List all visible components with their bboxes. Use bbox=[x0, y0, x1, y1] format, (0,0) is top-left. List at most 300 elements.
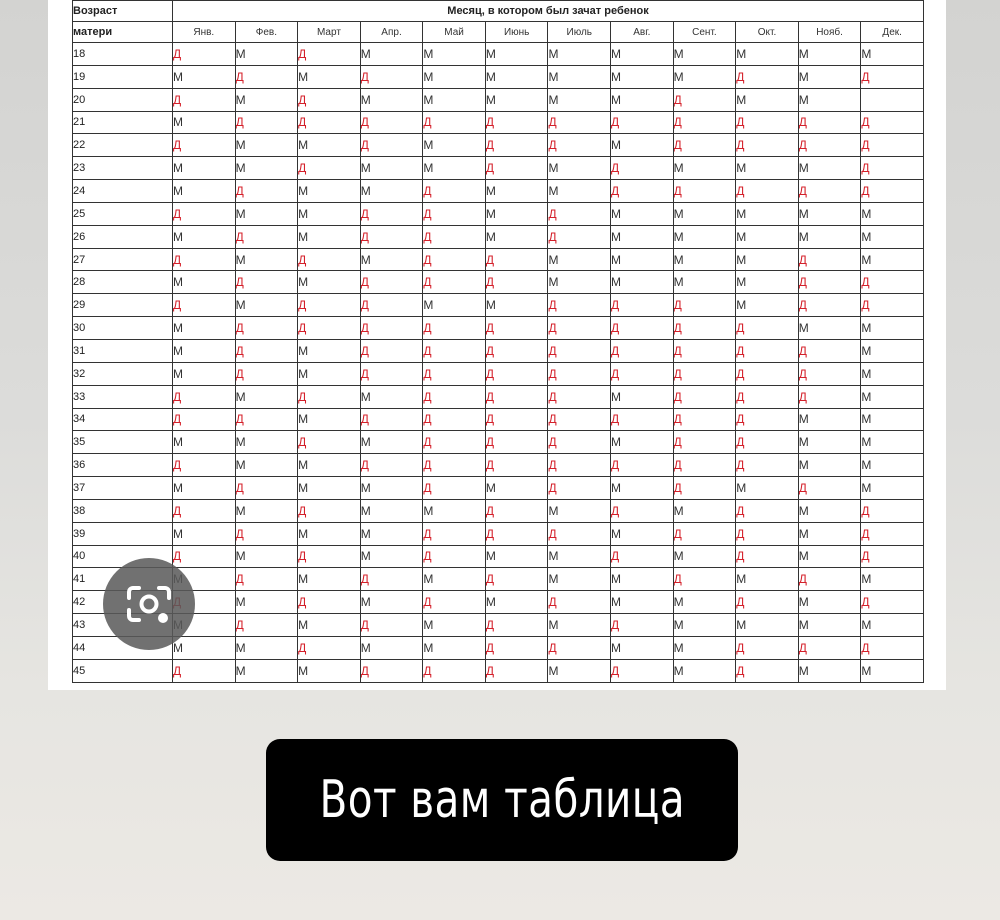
girl-cell: Д bbox=[485, 636, 548, 659]
table-header-row-1 bbox=[73, 1, 924, 22]
girl-cell: Д bbox=[485, 614, 548, 637]
girl-cell: Д bbox=[360, 317, 423, 340]
girl-cell: Д bbox=[548, 636, 611, 659]
boy-cell: М bbox=[736, 271, 799, 294]
girl-cell: Д bbox=[485, 362, 548, 385]
boy-cell: М bbox=[235, 202, 298, 225]
boy-cell: М bbox=[485, 545, 548, 568]
boy-cell: М bbox=[736, 614, 799, 637]
girl-cell: Д bbox=[861, 545, 924, 568]
girl-cell: Д bbox=[423, 659, 486, 682]
girl-cell: Д bbox=[360, 202, 423, 225]
girl-cell: Д bbox=[736, 454, 799, 477]
boy-cell: М bbox=[235, 88, 298, 111]
boy-cell: М bbox=[673, 202, 736, 225]
age-cell: 30 bbox=[73, 317, 173, 340]
girl-cell: Д bbox=[423, 271, 486, 294]
girl-cell: Д bbox=[360, 339, 423, 362]
age-cell: 22 bbox=[73, 134, 173, 157]
age-cell: 43 bbox=[73, 614, 173, 637]
boy-cell: М bbox=[360, 431, 423, 454]
girl-cell: Д bbox=[548, 408, 611, 431]
girl-cell: Д bbox=[736, 180, 799, 203]
girl-cell: Д bbox=[736, 431, 799, 454]
girl-cell: Д bbox=[485, 568, 548, 591]
boy-cell: М bbox=[736, 202, 799, 225]
boy-cell: М bbox=[360, 591, 423, 614]
caption-box bbox=[266, 739, 738, 861]
boy-cell: М bbox=[298, 454, 361, 477]
boy-cell: М bbox=[861, 408, 924, 431]
girl-cell: Д bbox=[423, 454, 486, 477]
boy-cell: М bbox=[485, 180, 548, 203]
boy-cell: М bbox=[298, 180, 361, 203]
girl-cell: Д bbox=[235, 225, 298, 248]
girl-cell: Д bbox=[548, 385, 611, 408]
boy-cell: М bbox=[548, 271, 611, 294]
girl-cell: Д bbox=[861, 180, 924, 203]
girl-cell: Д bbox=[423, 408, 486, 431]
age-cell: 34 bbox=[73, 408, 173, 431]
boy-cell: М bbox=[861, 339, 924, 362]
girl-cell: Д bbox=[485, 111, 548, 134]
boy-cell: М bbox=[235, 157, 298, 180]
girl-cell: Д bbox=[235, 111, 298, 134]
table-row bbox=[73, 591, 924, 614]
table-body bbox=[73, 43, 924, 683]
boy-cell: М bbox=[861, 614, 924, 637]
girl-cell: Д bbox=[611, 659, 674, 682]
girl-cell: Д bbox=[173, 202, 236, 225]
boy-cell: М bbox=[611, 271, 674, 294]
girl-cell: Д bbox=[548, 431, 611, 454]
month-header: Сент. bbox=[673, 22, 736, 43]
boy-cell: М bbox=[798, 431, 861, 454]
girl-cell: Д bbox=[861, 499, 924, 522]
girl-cell: Д bbox=[736, 362, 799, 385]
girl-cell: Д bbox=[235, 317, 298, 340]
boy-cell: М bbox=[798, 65, 861, 88]
boy-cell: М bbox=[360, 248, 423, 271]
boy-cell: М bbox=[298, 225, 361, 248]
boy-cell: М bbox=[173, 157, 236, 180]
girl-cell: Д bbox=[298, 157, 361, 180]
girl-cell: Д bbox=[423, 225, 486, 248]
table-row bbox=[73, 202, 924, 225]
age-cell: 29 bbox=[73, 294, 173, 317]
girl-cell: Д bbox=[548, 134, 611, 157]
boy-cell: М bbox=[798, 157, 861, 180]
age-cell: 42 bbox=[73, 591, 173, 614]
girl-cell: Д bbox=[235, 180, 298, 203]
boy-cell: М bbox=[673, 545, 736, 568]
girl-cell: Д bbox=[736, 317, 799, 340]
girl-cell: Д bbox=[485, 248, 548, 271]
girl-cell: Д bbox=[360, 111, 423, 134]
table-row bbox=[73, 614, 924, 637]
boy-cell: М bbox=[298, 271, 361, 294]
table-row bbox=[73, 271, 924, 294]
boy-cell: М bbox=[235, 385, 298, 408]
boy-cell: М bbox=[548, 545, 611, 568]
girl-cell: Д bbox=[861, 636, 924, 659]
age-cell: 45 bbox=[73, 659, 173, 682]
boy-cell: М bbox=[861, 385, 924, 408]
age-cell: 25 bbox=[73, 202, 173, 225]
boy-cell: М bbox=[485, 225, 548, 248]
girl-cell: Д bbox=[798, 111, 861, 134]
girl-cell: Д bbox=[423, 545, 486, 568]
girl-cell: Д bbox=[673, 362, 736, 385]
girl-cell: Д bbox=[235, 568, 298, 591]
month-header: Май bbox=[423, 22, 486, 43]
girl-cell: Д bbox=[423, 431, 486, 454]
girl-cell: Д bbox=[173, 88, 236, 111]
girl-cell: Д bbox=[298, 43, 361, 66]
girl-cell: Д bbox=[611, 614, 674, 637]
girl-cell: Д bbox=[736, 385, 799, 408]
month-header: Июнь bbox=[485, 22, 548, 43]
girl-cell: Д bbox=[485, 317, 548, 340]
boy-cell: М bbox=[298, 614, 361, 637]
girl-cell: Д bbox=[173, 294, 236, 317]
girl-cell: Д bbox=[673, 134, 736, 157]
boy-cell: М bbox=[861, 202, 924, 225]
girl-cell: Д bbox=[173, 408, 236, 431]
girl-cell: Д bbox=[548, 362, 611, 385]
age-cell: 39 bbox=[73, 522, 173, 545]
boy-cell: М bbox=[423, 568, 486, 591]
boy-cell: М bbox=[298, 65, 361, 88]
boy-cell: М bbox=[423, 65, 486, 88]
boy-cell: М bbox=[611, 43, 674, 66]
boy-cell: М bbox=[798, 522, 861, 545]
girl-cell: Д bbox=[798, 362, 861, 385]
girl-cell: Д bbox=[861, 134, 924, 157]
boy-cell: М bbox=[485, 202, 548, 225]
boy-cell: М bbox=[736, 294, 799, 317]
boy-cell: М bbox=[360, 88, 423, 111]
months-header: Месяц, в котором был зачат ребенок bbox=[173, 1, 924, 22]
boy-cell: М bbox=[423, 499, 486, 522]
girl-cell: Д bbox=[736, 65, 799, 88]
month-header: Дек. bbox=[861, 22, 924, 43]
boy-cell: М bbox=[235, 454, 298, 477]
girl-cell: Д bbox=[736, 545, 799, 568]
boy-cell: М bbox=[423, 43, 486, 66]
age-cell: 38 bbox=[73, 499, 173, 522]
girl-cell: Д bbox=[736, 591, 799, 614]
girl-cell: Д bbox=[423, 317, 486, 340]
table-row bbox=[73, 385, 924, 408]
girl-cell: Д bbox=[611, 454, 674, 477]
boy-cell: М bbox=[548, 659, 611, 682]
boy-cell: М bbox=[548, 157, 611, 180]
boy-cell: М bbox=[485, 294, 548, 317]
girl-cell: Д bbox=[235, 408, 298, 431]
boy-cell: М bbox=[173, 339, 236, 362]
girl-cell: Д bbox=[736, 111, 799, 134]
girl-cell: Д bbox=[798, 339, 861, 362]
girl-cell: Д bbox=[423, 477, 486, 500]
girl-cell: Д bbox=[485, 454, 548, 477]
table-row bbox=[73, 454, 924, 477]
boy-cell: М bbox=[548, 614, 611, 637]
girl-cell: Д bbox=[423, 591, 486, 614]
conception-table bbox=[72, 0, 924, 683]
boy-cell: М bbox=[423, 134, 486, 157]
girl-cell: Д bbox=[673, 568, 736, 591]
girl-cell: Д bbox=[861, 111, 924, 134]
girl-cell: Д bbox=[298, 636, 361, 659]
boy-cell: М bbox=[423, 88, 486, 111]
girl-cell: Д bbox=[548, 522, 611, 545]
boy-cell: М bbox=[298, 568, 361, 591]
girl-cell: Д bbox=[360, 362, 423, 385]
boy-cell: М bbox=[298, 408, 361, 431]
girl-cell: Д bbox=[673, 317, 736, 340]
boy-cell: М bbox=[673, 659, 736, 682]
boy-cell: М bbox=[611, 88, 674, 111]
age-cell: 23 bbox=[73, 157, 173, 180]
girl-cell: Д bbox=[861, 157, 924, 180]
girl-cell: Д bbox=[736, 339, 799, 362]
girl-cell: Д bbox=[861, 294, 924, 317]
month-header: Нояб. bbox=[798, 22, 861, 43]
girl-cell: Д bbox=[736, 134, 799, 157]
table-row bbox=[73, 408, 924, 431]
girl-cell: Д bbox=[611, 408, 674, 431]
boy-cell: М bbox=[548, 43, 611, 66]
girl-cell: Д bbox=[298, 591, 361, 614]
girl-cell: Д bbox=[298, 431, 361, 454]
girl-cell: Д bbox=[861, 522, 924, 545]
girl-cell: Д bbox=[235, 362, 298, 385]
girl-cell: Д bbox=[673, 88, 736, 111]
boy-cell: М bbox=[173, 522, 236, 545]
boy-cell: М bbox=[861, 248, 924, 271]
boy-cell: М bbox=[360, 545, 423, 568]
table-row bbox=[73, 134, 924, 157]
boy-cell: М bbox=[611, 477, 674, 500]
girl-cell: Д bbox=[611, 294, 674, 317]
boy-cell: М bbox=[235, 431, 298, 454]
age-cell: 21 bbox=[73, 111, 173, 134]
girl-cell: Д bbox=[485, 271, 548, 294]
table-row bbox=[73, 568, 924, 591]
girl-cell: Д bbox=[360, 659, 423, 682]
boy-cell: М bbox=[736, 477, 799, 500]
girl-cell: Д bbox=[423, 362, 486, 385]
boy-cell: М bbox=[173, 225, 236, 248]
boy-cell: М bbox=[861, 477, 924, 500]
girl-cell: Д bbox=[360, 408, 423, 431]
table-row bbox=[73, 431, 924, 454]
girl-cell: Д bbox=[235, 614, 298, 637]
girl-cell: Д bbox=[360, 294, 423, 317]
girl-cell: Д bbox=[798, 134, 861, 157]
boy-cell: М bbox=[861, 362, 924, 385]
boy-cell: М bbox=[611, 65, 674, 88]
girl-cell: Д bbox=[673, 294, 736, 317]
girl-cell: Д bbox=[485, 408, 548, 431]
girl-cell: Д bbox=[298, 499, 361, 522]
girl-cell: Д bbox=[423, 180, 486, 203]
table-row bbox=[73, 43, 924, 66]
boy-cell: М bbox=[861, 431, 924, 454]
boy-cell: М bbox=[235, 636, 298, 659]
age-cell: 18 bbox=[73, 43, 173, 66]
girl-cell: Д bbox=[673, 408, 736, 431]
girl-cell: Д bbox=[360, 271, 423, 294]
table-row bbox=[73, 65, 924, 88]
boy-cell: М bbox=[673, 614, 736, 637]
boy-cell: М bbox=[548, 180, 611, 203]
boy-cell: М bbox=[235, 294, 298, 317]
month-header: Авг. bbox=[611, 22, 674, 43]
boy-cell: М bbox=[360, 636, 423, 659]
boy-cell: М bbox=[798, 202, 861, 225]
boy-cell: М bbox=[611, 568, 674, 591]
boy-cell: М bbox=[736, 157, 799, 180]
girl-cell: Д bbox=[798, 636, 861, 659]
boy-cell: М bbox=[673, 157, 736, 180]
girl-cell: Д bbox=[298, 385, 361, 408]
age-cell: 32 bbox=[73, 362, 173, 385]
boy-cell: М bbox=[798, 545, 861, 568]
boy-cell: М bbox=[798, 591, 861, 614]
boy-cell: М bbox=[548, 499, 611, 522]
girl-cell: Д bbox=[485, 659, 548, 682]
boy-cell: М bbox=[798, 659, 861, 682]
girl-cell: Д bbox=[736, 522, 799, 545]
girl-cell: Д bbox=[173, 545, 236, 568]
girl-cell: Д bbox=[673, 180, 736, 203]
boy-cell: М bbox=[736, 248, 799, 271]
girl-cell: Д bbox=[673, 454, 736, 477]
girl-cell: Д bbox=[611, 545, 674, 568]
girl-cell: Д bbox=[611, 157, 674, 180]
girl-cell: Д bbox=[298, 248, 361, 271]
boy-cell: М bbox=[485, 65, 548, 88]
camera-search-glyph bbox=[123, 578, 175, 630]
table-row bbox=[73, 317, 924, 340]
boy-cell bbox=[861, 88, 924, 111]
age-cell: 19 bbox=[73, 65, 173, 88]
boy-cell: М bbox=[173, 317, 236, 340]
boy-cell: М bbox=[548, 568, 611, 591]
girl-cell: Д bbox=[298, 111, 361, 134]
boy-cell: М bbox=[673, 636, 736, 659]
boy-cell: М bbox=[298, 659, 361, 682]
boy-cell: М bbox=[423, 636, 486, 659]
boy-cell: М bbox=[423, 614, 486, 637]
boy-cell: М bbox=[798, 614, 861, 637]
table-header-row-2 bbox=[73, 22, 924, 43]
age-cell: 36 bbox=[73, 454, 173, 477]
boy-cell: М bbox=[423, 294, 486, 317]
boy-cell: М bbox=[360, 499, 423, 522]
girl-cell: Д bbox=[485, 499, 548, 522]
table-row bbox=[73, 362, 924, 385]
camera-search-icon[interactable] bbox=[103, 558, 195, 650]
girl-cell: Д bbox=[485, 431, 548, 454]
table-row bbox=[73, 659, 924, 682]
month-header: Янв. bbox=[173, 22, 236, 43]
boy-cell: М bbox=[298, 202, 361, 225]
boy-cell: М bbox=[235, 659, 298, 682]
girl-cell: Д bbox=[673, 111, 736, 134]
boy-cell: М bbox=[798, 499, 861, 522]
girl-cell: Д bbox=[360, 568, 423, 591]
boy-cell: М bbox=[861, 317, 924, 340]
age-header-line2: матери bbox=[73, 22, 173, 43]
girl-cell: Д bbox=[673, 431, 736, 454]
boy-cell: М bbox=[235, 499, 298, 522]
age-cell: 24 bbox=[73, 180, 173, 203]
boy-cell: М bbox=[235, 591, 298, 614]
boy-cell: М bbox=[173, 271, 236, 294]
girl-cell: Д bbox=[736, 499, 799, 522]
girl-cell: Д bbox=[360, 454, 423, 477]
boy-cell: М bbox=[298, 339, 361, 362]
boy-cell: М bbox=[235, 43, 298, 66]
table-row bbox=[73, 499, 924, 522]
boy-cell: М bbox=[360, 180, 423, 203]
girl-cell: Д bbox=[423, 339, 486, 362]
age-cell: 28 bbox=[73, 271, 173, 294]
girl-cell: Д bbox=[548, 477, 611, 500]
age-header-line1: Возраст bbox=[73, 1, 173, 22]
girl-cell: Д bbox=[173, 248, 236, 271]
girl-cell: Д bbox=[798, 180, 861, 203]
girl-cell: Д bbox=[485, 134, 548, 157]
boy-cell: М bbox=[173, 431, 236, 454]
girl-cell: Д bbox=[360, 134, 423, 157]
boy-cell: М bbox=[861, 43, 924, 66]
boy-cell: М bbox=[360, 43, 423, 66]
boy-cell: М bbox=[298, 134, 361, 157]
boy-cell: М bbox=[611, 225, 674, 248]
girl-cell: Д bbox=[173, 43, 236, 66]
boy-cell: М bbox=[173, 636, 236, 659]
girl-cell: Д bbox=[298, 294, 361, 317]
boy-cell: М bbox=[485, 43, 548, 66]
girl-cell: Д bbox=[798, 477, 861, 500]
girl-cell: Д bbox=[423, 202, 486, 225]
boy-cell: М bbox=[611, 522, 674, 545]
month-header: Фев. bbox=[235, 22, 298, 43]
table-row bbox=[73, 248, 924, 271]
girl-cell: Д bbox=[798, 248, 861, 271]
boy-cell: М bbox=[673, 271, 736, 294]
month-header: Июль bbox=[548, 22, 611, 43]
boy-cell: М bbox=[173, 477, 236, 500]
age-cell: 35 bbox=[73, 431, 173, 454]
boy-cell: М bbox=[798, 88, 861, 111]
girl-cell: Д bbox=[423, 111, 486, 134]
caption-text: Вот вам таблица bbox=[319, 770, 685, 830]
girl-cell: Д bbox=[673, 385, 736, 408]
boy-cell: М bbox=[611, 591, 674, 614]
table-row bbox=[73, 636, 924, 659]
girl-cell: Д bbox=[861, 65, 924, 88]
boy-cell: М bbox=[360, 522, 423, 545]
boy-cell: М bbox=[298, 477, 361, 500]
boy-cell: М bbox=[798, 454, 861, 477]
girl-cell: Д bbox=[548, 294, 611, 317]
girl-cell: Д bbox=[548, 591, 611, 614]
